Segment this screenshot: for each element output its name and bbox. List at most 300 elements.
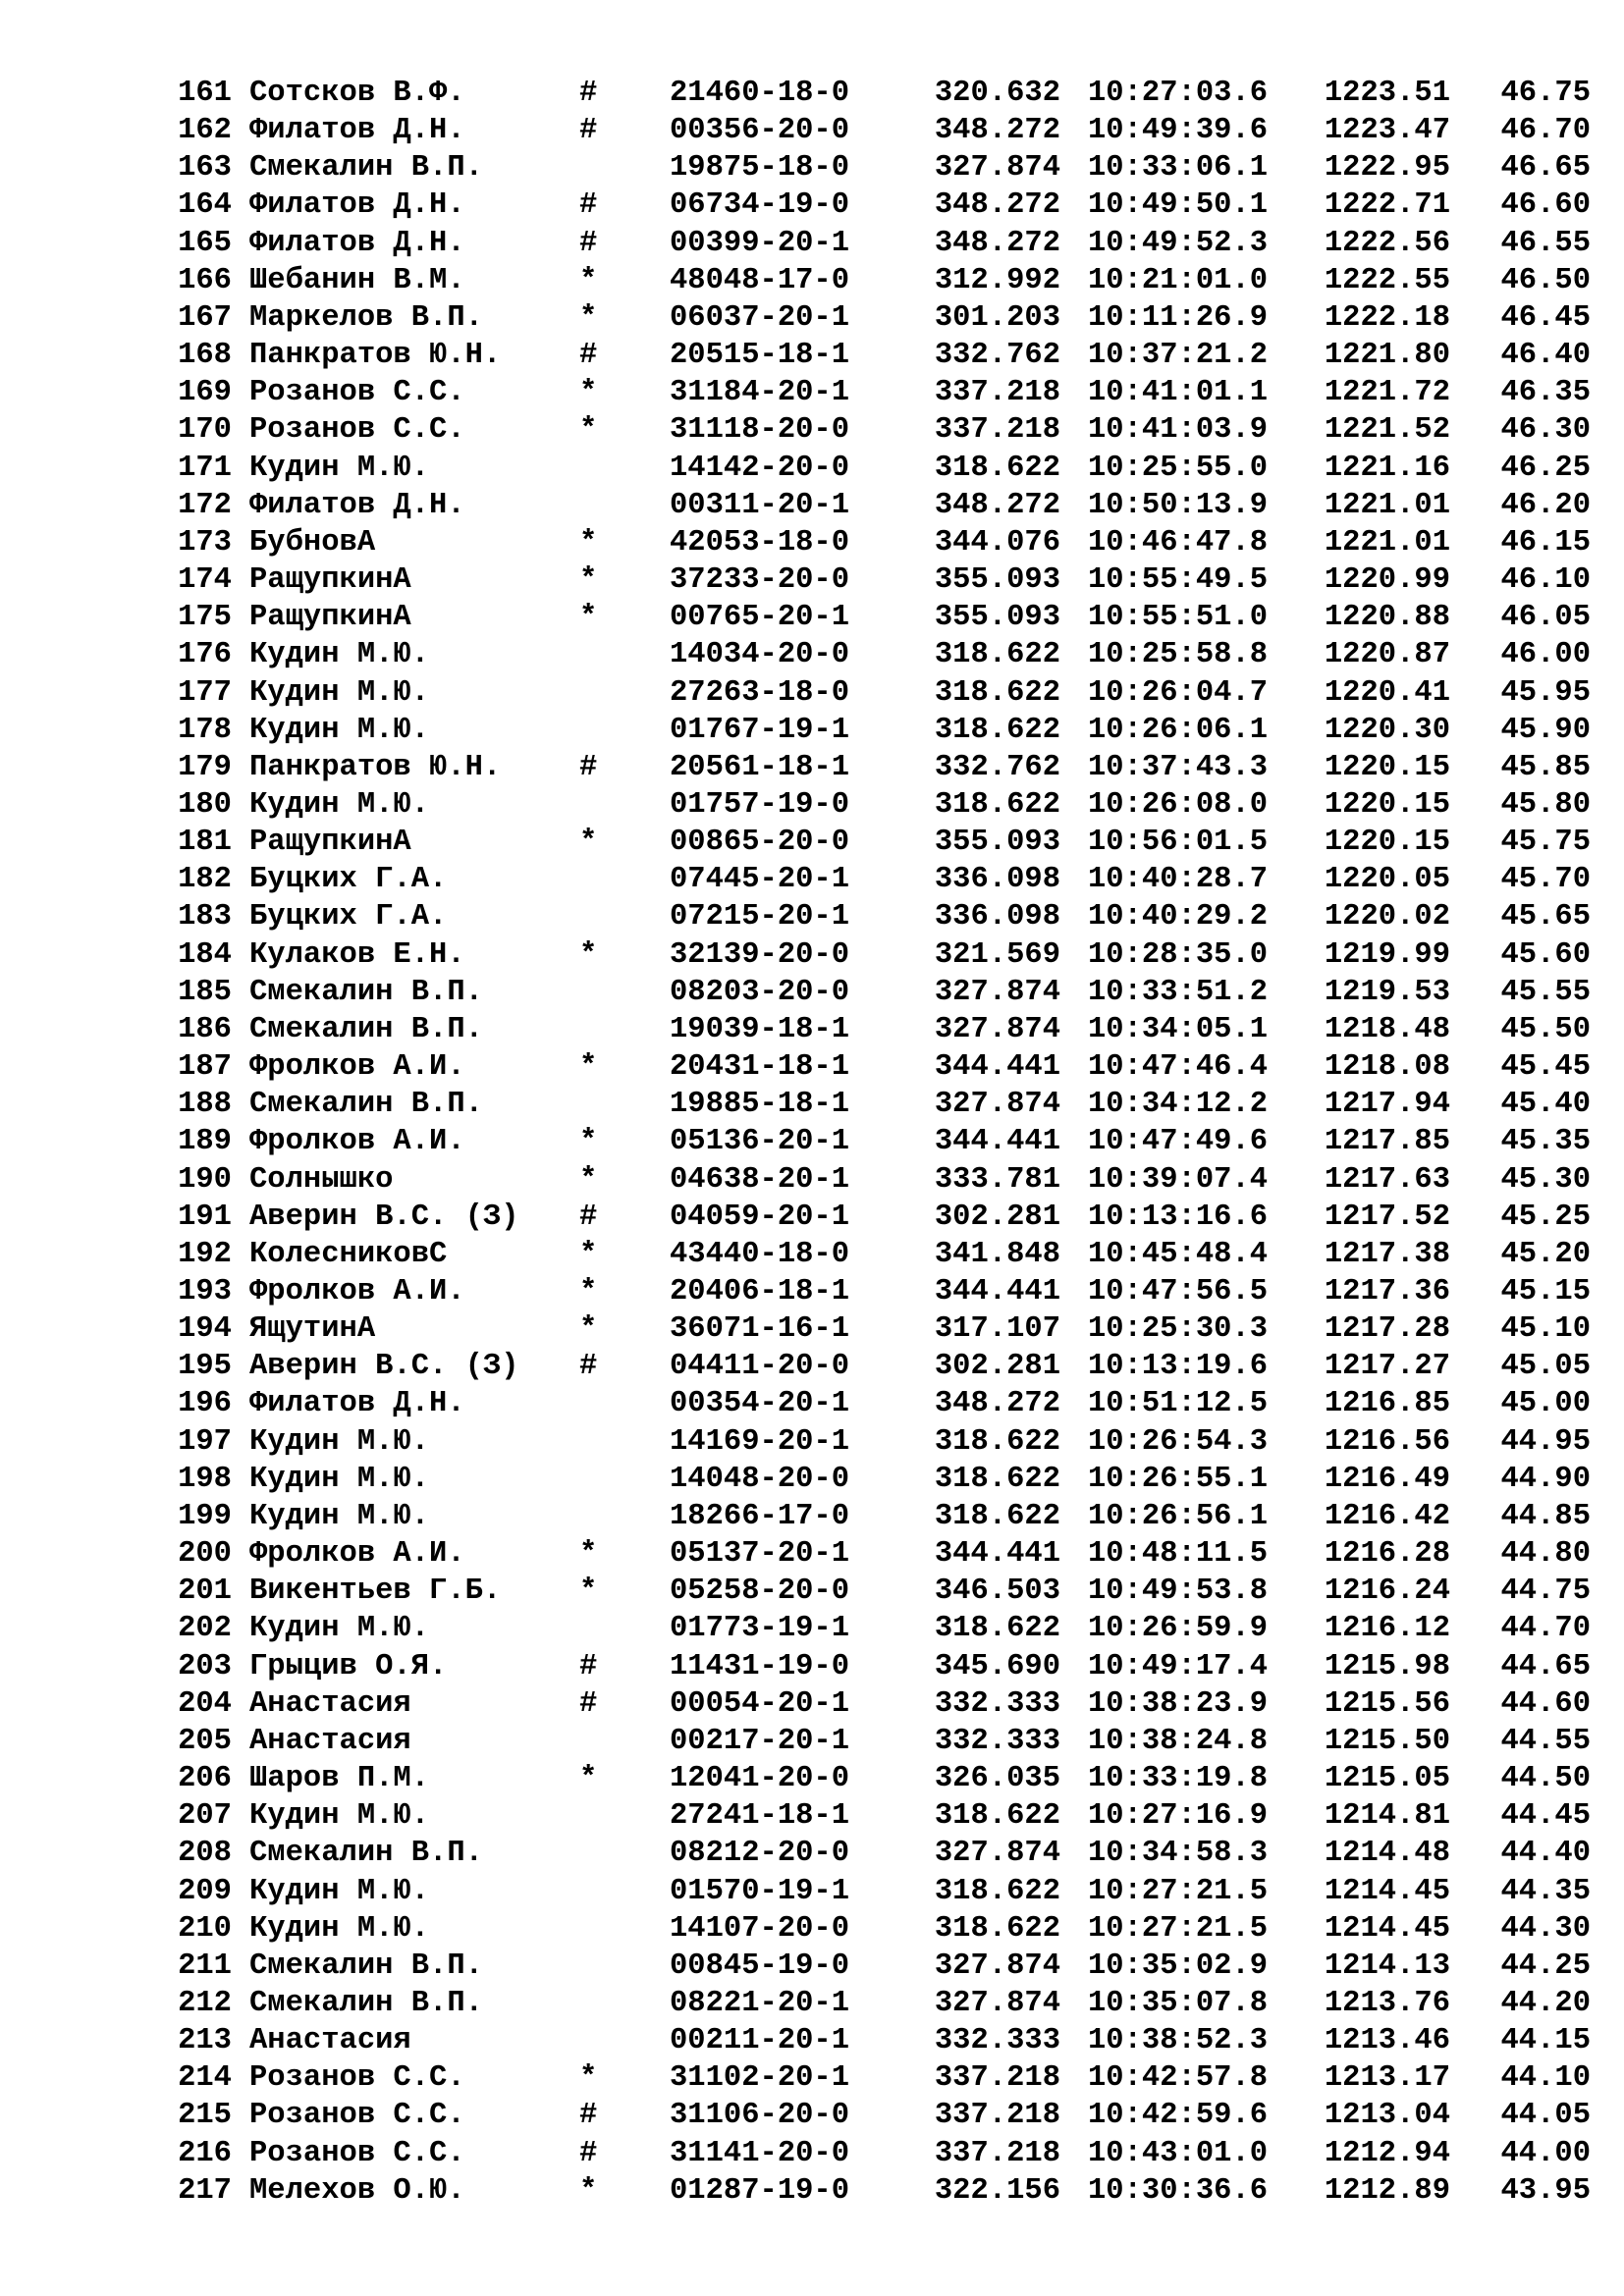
fancier-name-cell: Панкратов Ю.Н. xyxy=(249,750,502,784)
fancier-name-cell: Филатов Д.Н. xyxy=(249,1387,465,1421)
points-cell: 44.65 xyxy=(1500,1649,1591,1683)
place-cell: 177 xyxy=(178,675,232,710)
arrival-time-cell: 10:45:48.4 xyxy=(1088,1237,1269,1271)
place-cell: 179 xyxy=(178,750,232,784)
points-cell: 44.35 xyxy=(1500,1874,1591,1908)
place-cell: 186 xyxy=(178,1012,232,1046)
points-cell: 45.00 xyxy=(1500,1387,1591,1421)
fancier-name-cell: Кудин М.Ю. xyxy=(249,1612,430,1646)
ring-number-cell: 21460-18-0 xyxy=(670,77,850,110)
points-cell: 44.90 xyxy=(1500,1462,1591,1496)
arrival-time-cell: 10:30:36.6 xyxy=(1088,2173,1269,2208)
arrival-time-cell: 10:37:21.2 xyxy=(1088,339,1269,373)
speed-cell: 1222.18 xyxy=(1324,300,1450,335)
points-cell: 46.40 xyxy=(1500,339,1591,373)
fancier-name-cell: Фролков А.И. xyxy=(249,1050,465,1085)
ring-number-cell: 31106-20-0 xyxy=(670,2099,850,2133)
speed-cell: 1220.05 xyxy=(1324,863,1450,897)
speed-cell: 1212.89 xyxy=(1324,2173,1450,2208)
fancier-name-cell: Филатов Д.Н. xyxy=(249,114,465,148)
points-cell: 45.15 xyxy=(1500,1275,1591,1308)
fancier-name-cell: РащупкинА xyxy=(249,563,411,598)
distance-cell: 344.441 xyxy=(934,1275,1060,1308)
ring-number-cell: 11431-19-0 xyxy=(670,1649,850,1683)
ring-number-cell: 06037-20-1 xyxy=(670,300,850,335)
place-cell: 190 xyxy=(178,1162,232,1197)
arrival-time-cell: 10:26:04.7 xyxy=(1088,675,1269,710)
points-cell: 46.25 xyxy=(1500,451,1591,485)
ring-number-cell: 20406-18-1 xyxy=(670,1275,850,1308)
speed-cell: 1215.50 xyxy=(1324,1724,1450,1758)
place-cell: 203 xyxy=(178,1649,232,1683)
distance-cell: 346.503 xyxy=(934,1575,1060,1609)
speed-cell: 1221.72 xyxy=(1324,376,1450,410)
points-cell: 45.65 xyxy=(1500,900,1591,934)
points-cell: 45.45 xyxy=(1500,1050,1591,1085)
fancier-name-cell: Розанов С.С. xyxy=(249,2061,465,2096)
arrival-time-cell: 10:38:24.8 xyxy=(1088,1724,1269,1758)
fancier-name-cell: Панкратов Ю.Н. xyxy=(249,339,502,373)
distance-cell: 341.848 xyxy=(934,1237,1060,1271)
ring-number-cell: 14169-20-1 xyxy=(670,1424,850,1459)
speed-cell: 1217.36 xyxy=(1324,1275,1450,1308)
distance-cell: 318.622 xyxy=(934,1911,1060,1946)
speed-cell: 1214.13 xyxy=(1324,1949,1450,1983)
ring-number-cell: 19875-18-0 xyxy=(670,151,850,186)
speed-cell: 1216.42 xyxy=(1324,1499,1450,1533)
fancier-name-cell: Буцких Г.А. xyxy=(249,900,448,934)
ring-number-cell: 00399-20-1 xyxy=(670,226,850,260)
mark-cell: # xyxy=(579,1200,598,1234)
mark-cell: # xyxy=(579,1350,598,1384)
mark-cell: * xyxy=(579,263,598,297)
place-cell: 214 xyxy=(178,2061,232,2096)
distance-cell: 332.333 xyxy=(934,1724,1060,1758)
fancier-name-cell: КолесниковС xyxy=(249,1237,448,1271)
fancier-name-cell: Фролков А.И. xyxy=(249,1537,465,1572)
fancier-name-cell: Кудин М.Ю. xyxy=(249,713,430,747)
arrival-time-cell: 10:40:29.2 xyxy=(1088,900,1269,934)
mark-cell: # xyxy=(579,2099,598,2133)
speed-cell: 1220.15 xyxy=(1324,787,1450,822)
speed-cell: 1217.85 xyxy=(1324,1125,1450,1159)
points-cell: 44.95 xyxy=(1500,1424,1591,1459)
speed-cell: 1214.48 xyxy=(1324,1837,1450,1871)
fancier-name-cell: Шебанин В.М. xyxy=(249,263,465,297)
place-cell: 163 xyxy=(178,151,232,186)
points-cell: 44.55 xyxy=(1500,1724,1591,1758)
arrival-time-cell: 10:37:43.3 xyxy=(1088,750,1269,784)
speed-cell: 1218.08 xyxy=(1324,1050,1450,1085)
points-cell: 46.10 xyxy=(1500,563,1591,598)
speed-cell: 1220.15 xyxy=(1324,750,1450,784)
speed-cell: 1216.85 xyxy=(1324,1387,1450,1421)
distance-cell: 302.281 xyxy=(934,1350,1060,1384)
place-cell: 196 xyxy=(178,1387,232,1421)
points-cell: 46.00 xyxy=(1500,638,1591,672)
distance-cell: 318.622 xyxy=(934,713,1060,747)
points-cell: 46.30 xyxy=(1500,413,1591,448)
points-cell: 45.10 xyxy=(1500,1312,1591,1347)
place-cell: 208 xyxy=(178,1837,232,1871)
fancier-name-cell: Смекалин В.П. xyxy=(249,1949,483,1983)
fancier-name-cell: Розанов С.С. xyxy=(249,376,465,410)
points-cell: 44.40 xyxy=(1500,1837,1591,1871)
arrival-time-cell: 10:49:17.4 xyxy=(1088,1649,1269,1683)
distance-cell: 332.762 xyxy=(934,339,1060,373)
mark-cell: * xyxy=(579,1162,598,1197)
ring-number-cell: 20515-18-1 xyxy=(670,339,850,373)
place-cell: 207 xyxy=(178,1799,232,1834)
distance-cell: 337.218 xyxy=(934,2099,1060,2133)
points-cell: 46.75 xyxy=(1500,77,1591,110)
points-cell: 44.60 xyxy=(1500,1686,1591,1721)
distance-cell: 336.098 xyxy=(934,900,1060,934)
distance-cell: 327.874 xyxy=(934,1088,1060,1122)
points-cell: 45.30 xyxy=(1500,1162,1591,1197)
arrival-time-cell: 10:25:30.3 xyxy=(1088,1312,1269,1347)
fancier-name-cell: Смекалин В.П. xyxy=(249,975,483,1009)
points-cell: 46.35 xyxy=(1500,376,1591,410)
place-cell: 162 xyxy=(178,114,232,148)
distance-cell: 327.874 xyxy=(934,1837,1060,1871)
ring-number-cell: 05137-20-1 xyxy=(670,1537,850,1572)
ring-number-cell: 31184-20-1 xyxy=(670,376,850,410)
speed-cell: 1223.47 xyxy=(1324,114,1450,148)
distance-cell: 332.333 xyxy=(934,2024,1060,2058)
fancier-name-cell: Розанов С.С. xyxy=(249,2136,465,2170)
speed-cell: 1220.30 xyxy=(1324,713,1450,747)
arrival-time-cell: 10:33:19.8 xyxy=(1088,1762,1269,1796)
distance-cell: 318.622 xyxy=(934,1874,1060,1908)
mark-cell: # xyxy=(579,2136,598,2170)
mark-cell: * xyxy=(579,1537,598,1572)
place-cell: 173 xyxy=(178,525,232,560)
ring-number-cell: 00054-20-1 xyxy=(670,1686,850,1721)
arrival-time-cell: 10:41:01.1 xyxy=(1088,376,1269,410)
place-cell: 210 xyxy=(178,1911,232,1946)
place-cell: 184 xyxy=(178,937,232,972)
fancier-name-cell: Солнышко xyxy=(249,1162,394,1197)
speed-cell: 1217.63 xyxy=(1324,1162,1450,1197)
fancier-name-cell: Кудин М.Ю. xyxy=(249,1499,430,1533)
ring-number-cell: 14048-20-0 xyxy=(670,1462,850,1496)
distance-cell: 344.441 xyxy=(934,1125,1060,1159)
speed-cell: 1223.51 xyxy=(1324,77,1450,110)
place-cell: 169 xyxy=(178,376,232,410)
ring-number-cell: 08221-20-1 xyxy=(670,1986,850,2020)
arrival-time-cell: 10:49:39.6 xyxy=(1088,114,1269,148)
place-cell: 178 xyxy=(178,713,232,747)
arrival-time-cell: 10:35:07.8 xyxy=(1088,1986,1269,2020)
speed-cell: 1216.56 xyxy=(1324,1424,1450,1459)
fancier-name-cell: Смекалин В.П. xyxy=(249,1837,483,1871)
arrival-time-cell: 10:34:58.3 xyxy=(1088,1837,1269,1871)
distance-cell: 312.992 xyxy=(934,263,1060,297)
fancier-name-cell: Кудин М.Ю. xyxy=(249,1911,430,1946)
arrival-time-cell: 10:27:16.9 xyxy=(1088,1799,1269,1834)
arrival-time-cell: 10:39:07.4 xyxy=(1088,1162,1269,1197)
speed-cell: 1219.53 xyxy=(1324,975,1450,1009)
points-cell: 45.95 xyxy=(1500,675,1591,710)
points-cell: 45.55 xyxy=(1500,975,1591,1009)
place-cell: 191 xyxy=(178,1200,232,1234)
arrival-time-cell: 10:49:50.1 xyxy=(1088,188,1269,223)
speed-cell: 1217.94 xyxy=(1324,1088,1450,1122)
place-cell: 182 xyxy=(178,863,232,897)
mark-cell: # xyxy=(579,114,598,148)
distance-cell: 318.622 xyxy=(934,1499,1060,1533)
points-cell: 44.10 xyxy=(1500,2061,1591,2096)
speed-cell: 1220.02 xyxy=(1324,900,1450,934)
speed-cell: 1220.87 xyxy=(1324,638,1450,672)
points-cell: 45.50 xyxy=(1500,1012,1591,1046)
speed-cell: 1214.45 xyxy=(1324,1911,1450,1946)
mark-cell: * xyxy=(579,1125,598,1159)
ring-number-cell: 31141-20-0 xyxy=(670,2136,850,2170)
speed-cell: 1213.46 xyxy=(1324,2024,1450,2058)
speed-cell: 1215.05 xyxy=(1324,1762,1450,1796)
arrival-time-cell: 10:35:02.9 xyxy=(1088,1949,1269,1983)
arrival-time-cell: 10:49:52.3 xyxy=(1088,226,1269,260)
points-cell: 45.75 xyxy=(1500,826,1591,860)
arrival-time-cell: 10:33:51.2 xyxy=(1088,975,1269,1009)
points-cell: 44.05 xyxy=(1500,2099,1591,2133)
distance-cell: 348.272 xyxy=(934,488,1060,522)
distance-cell: 344.441 xyxy=(934,1537,1060,1572)
fancier-name-cell: Кудин М.Ю. xyxy=(249,1874,430,1908)
fancier-name-cell: БубновА xyxy=(249,525,376,560)
speed-cell: 1222.55 xyxy=(1324,263,1450,297)
points-cell: 45.20 xyxy=(1500,1237,1591,1271)
distance-cell: 318.622 xyxy=(934,1612,1060,1646)
points-cell: 45.05 xyxy=(1500,1350,1591,1384)
points-cell: 44.75 xyxy=(1500,1575,1591,1609)
place-cell: 172 xyxy=(178,488,232,522)
fancier-name-cell: Анастасия xyxy=(249,2024,411,2058)
arrival-time-cell: 10:56:01.5 xyxy=(1088,826,1269,860)
speed-cell: 1216.12 xyxy=(1324,1612,1450,1646)
arrival-time-cell: 10:42:57.8 xyxy=(1088,2061,1269,2096)
points-cell: 45.35 xyxy=(1500,1125,1591,1159)
distance-cell: 348.272 xyxy=(934,114,1060,148)
ring-number-cell: 08203-20-0 xyxy=(670,975,850,1009)
distance-cell: 320.632 xyxy=(934,77,1060,110)
fancier-name-cell: Грыцив О.Я. xyxy=(249,1649,448,1683)
distance-cell: 355.093 xyxy=(934,563,1060,598)
speed-cell: 1216.24 xyxy=(1324,1575,1450,1609)
place-cell: 161 xyxy=(178,77,232,110)
ring-number-cell: 07215-20-1 xyxy=(670,900,850,934)
distance-cell: 355.093 xyxy=(934,826,1060,860)
fancier-name-cell: ЯщутинА xyxy=(249,1312,376,1347)
mark-cell: * xyxy=(579,601,598,635)
arrival-time-cell: 10:42:59.6 xyxy=(1088,2099,1269,2133)
arrival-time-cell: 10:34:12.2 xyxy=(1088,1088,1269,1122)
fancier-name-cell: Фролков А.И. xyxy=(249,1275,465,1308)
arrival-time-cell: 10:55:49.5 xyxy=(1088,563,1269,598)
points-cell: 45.70 xyxy=(1500,863,1591,897)
arrival-time-cell: 10:26:55.1 xyxy=(1088,1462,1269,1496)
fancier-name-cell: Филатов Д.Н. xyxy=(249,488,465,522)
ring-number-cell: 20561-18-1 xyxy=(670,750,850,784)
ring-number-cell: 37233-20-0 xyxy=(670,563,850,598)
distance-cell: 301.203 xyxy=(934,300,1060,335)
arrival-time-cell: 10:47:46.4 xyxy=(1088,1050,1269,1085)
fancier-name-cell: Сотсков В.Ф. xyxy=(249,77,465,110)
mark-cell: * xyxy=(579,1312,598,1347)
arrival-time-cell: 10:49:53.8 xyxy=(1088,1575,1269,1609)
place-cell: 201 xyxy=(178,1575,232,1609)
points-cell: 44.80 xyxy=(1500,1537,1591,1572)
points-cell: 46.60 xyxy=(1500,188,1591,223)
ring-number-cell: 42053-18-0 xyxy=(670,525,850,560)
ring-number-cell: 43440-18-0 xyxy=(670,1237,850,1271)
distance-cell: 321.569 xyxy=(934,937,1060,972)
place-cell: 164 xyxy=(178,188,232,223)
speed-cell: 1214.81 xyxy=(1324,1799,1450,1834)
ring-number-cell: 00217-20-1 xyxy=(670,1724,850,1758)
place-cell: 209 xyxy=(178,1874,232,1908)
speed-cell: 1215.56 xyxy=(1324,1686,1450,1721)
arrival-time-cell: 10:28:35.0 xyxy=(1088,937,1269,972)
fancier-name-cell: Викентьев Г.Б. xyxy=(249,1575,502,1609)
fancier-name-cell: Кудин М.Ю. xyxy=(249,675,430,710)
points-cell: 44.45 xyxy=(1500,1799,1591,1834)
arrival-time-cell: 10:25:55.0 xyxy=(1088,451,1269,485)
speed-cell: 1213.17 xyxy=(1324,2061,1450,2096)
speed-cell: 1215.98 xyxy=(1324,1649,1450,1683)
mark-cell: * xyxy=(579,1050,598,1085)
points-cell: 46.65 xyxy=(1500,151,1591,186)
fancier-name-cell: Филатов Д.Н. xyxy=(249,188,465,223)
ring-number-cell: 07445-20-1 xyxy=(670,863,850,897)
place-cell: 167 xyxy=(178,300,232,335)
ring-number-cell: 31118-20-0 xyxy=(670,413,850,448)
fancier-name-cell: Смекалин В.П. xyxy=(249,1986,483,2020)
arrival-time-cell: 10:27:21.5 xyxy=(1088,1911,1269,1946)
place-cell: 181 xyxy=(178,826,232,860)
fancier-name-cell: Буцких Г.А. xyxy=(249,863,448,897)
fancier-name-cell: Маркелов В.П. xyxy=(249,300,483,335)
distance-cell: 337.218 xyxy=(934,2136,1060,2170)
ring-number-cell: 05136-20-1 xyxy=(670,1125,850,1159)
mark-cell: * xyxy=(579,376,598,410)
arrival-time-cell: 10:38:23.9 xyxy=(1088,1686,1269,1721)
fancier-name-cell: Фролков А.И. xyxy=(249,1125,465,1159)
speed-cell: 1217.28 xyxy=(1324,1312,1450,1347)
fancier-name-cell: Кудин М.Ю. xyxy=(249,638,430,672)
place-cell: 204 xyxy=(178,1686,232,1721)
fancier-name-cell: Аверин В.С. (З) xyxy=(249,1200,519,1234)
points-cell: 45.60 xyxy=(1500,937,1591,972)
fancier-name-cell: РащупкинА xyxy=(249,601,411,635)
arrival-time-cell: 10:26:56.1 xyxy=(1088,1499,1269,1533)
distance-cell: 318.622 xyxy=(934,451,1060,485)
arrival-time-cell: 10:50:13.9 xyxy=(1088,488,1269,522)
speed-cell: 1219.99 xyxy=(1324,937,1450,972)
speed-cell: 1217.27 xyxy=(1324,1350,1450,1384)
mark-cell: # xyxy=(579,188,598,223)
mark-cell: # xyxy=(579,1686,598,1721)
distance-cell: 302.281 xyxy=(934,1200,1060,1234)
fancier-name-cell: Филатов Д.Н. xyxy=(249,226,465,260)
arrival-time-cell: 10:21:01.0 xyxy=(1088,263,1269,297)
speed-cell: 1220.15 xyxy=(1324,826,1450,860)
points-cell: 46.55 xyxy=(1500,226,1591,260)
ring-number-cell: 14142-20-0 xyxy=(670,451,850,485)
distance-cell: 345.690 xyxy=(934,1649,1060,1683)
points-cell: 45.80 xyxy=(1500,787,1591,822)
speed-cell: 1212.94 xyxy=(1324,2136,1450,2170)
distance-cell: 333.781 xyxy=(934,1162,1060,1197)
arrival-time-cell: 10:13:19.6 xyxy=(1088,1350,1269,1384)
ring-number-cell: 20431-18-1 xyxy=(670,1050,850,1085)
arrival-time-cell: 10:26:06.1 xyxy=(1088,713,1269,747)
place-cell: 205 xyxy=(178,1724,232,1758)
place-cell: 176 xyxy=(178,638,232,672)
arrival-time-cell: 10:34:05.1 xyxy=(1088,1012,1269,1046)
speed-cell: 1220.41 xyxy=(1324,675,1450,710)
distance-cell: 326.035 xyxy=(934,1762,1060,1796)
points-cell: 44.00 xyxy=(1500,2136,1591,2170)
ring-number-cell: 27241-18-1 xyxy=(670,1799,850,1834)
ring-number-cell: 31102-20-1 xyxy=(670,2061,850,2096)
distance-cell: 327.874 xyxy=(934,1986,1060,2020)
place-cell: 195 xyxy=(178,1350,232,1384)
ring-number-cell: 05258-20-0 xyxy=(670,1575,850,1609)
speed-cell: 1221.52 xyxy=(1324,413,1450,448)
points-cell: 44.50 xyxy=(1500,1762,1591,1796)
arrival-time-cell: 10:47:56.5 xyxy=(1088,1275,1269,1308)
distance-cell: 318.622 xyxy=(934,1462,1060,1496)
points-cell: 45.90 xyxy=(1500,713,1591,747)
fancier-name-cell: Анастасия xyxy=(249,1724,411,1758)
ring-number-cell: 00845-19-0 xyxy=(670,1949,850,1983)
points-cell: 44.30 xyxy=(1500,1911,1591,1946)
mark-cell: * xyxy=(579,1275,598,1308)
arrival-time-cell: 10:26:59.9 xyxy=(1088,1612,1269,1646)
mark-cell: * xyxy=(579,413,598,448)
points-cell: 43.95 xyxy=(1500,2173,1591,2208)
mark-cell: # xyxy=(579,750,598,784)
place-cell: 216 xyxy=(178,2136,232,2170)
arrival-time-cell: 10:26:54.3 xyxy=(1088,1424,1269,1459)
distance-cell: 337.218 xyxy=(934,376,1060,410)
distance-cell: 327.874 xyxy=(934,151,1060,186)
points-cell: 46.45 xyxy=(1500,300,1591,335)
ring-number-cell: 18266-17-0 xyxy=(670,1499,850,1533)
distance-cell: 327.874 xyxy=(934,975,1060,1009)
place-cell: 206 xyxy=(178,1762,232,1796)
distance-cell: 318.622 xyxy=(934,787,1060,822)
place-cell: 188 xyxy=(178,1088,232,1122)
ring-number-cell: 01570-19-1 xyxy=(670,1874,850,1908)
distance-cell: 344.441 xyxy=(934,1050,1060,1085)
distance-cell: 336.098 xyxy=(934,863,1060,897)
fancier-name-cell: Аверин В.С. (З) xyxy=(249,1350,519,1384)
place-cell: 197 xyxy=(178,1424,232,1459)
distance-cell: 348.272 xyxy=(934,1387,1060,1421)
ring-number-cell: 00765-20-1 xyxy=(670,601,850,635)
fancier-name-cell: Смекалин В.П. xyxy=(249,1012,483,1046)
place-cell: 212 xyxy=(178,1986,232,2020)
arrival-time-cell: 10:51:12.5 xyxy=(1088,1387,1269,1421)
fancier-name-cell: Смекалин В.П. xyxy=(249,151,483,186)
fancier-name-cell: Кулаков Е.Н. xyxy=(249,937,465,972)
mark-cell: * xyxy=(579,1237,598,1271)
distance-cell: 348.272 xyxy=(934,188,1060,223)
